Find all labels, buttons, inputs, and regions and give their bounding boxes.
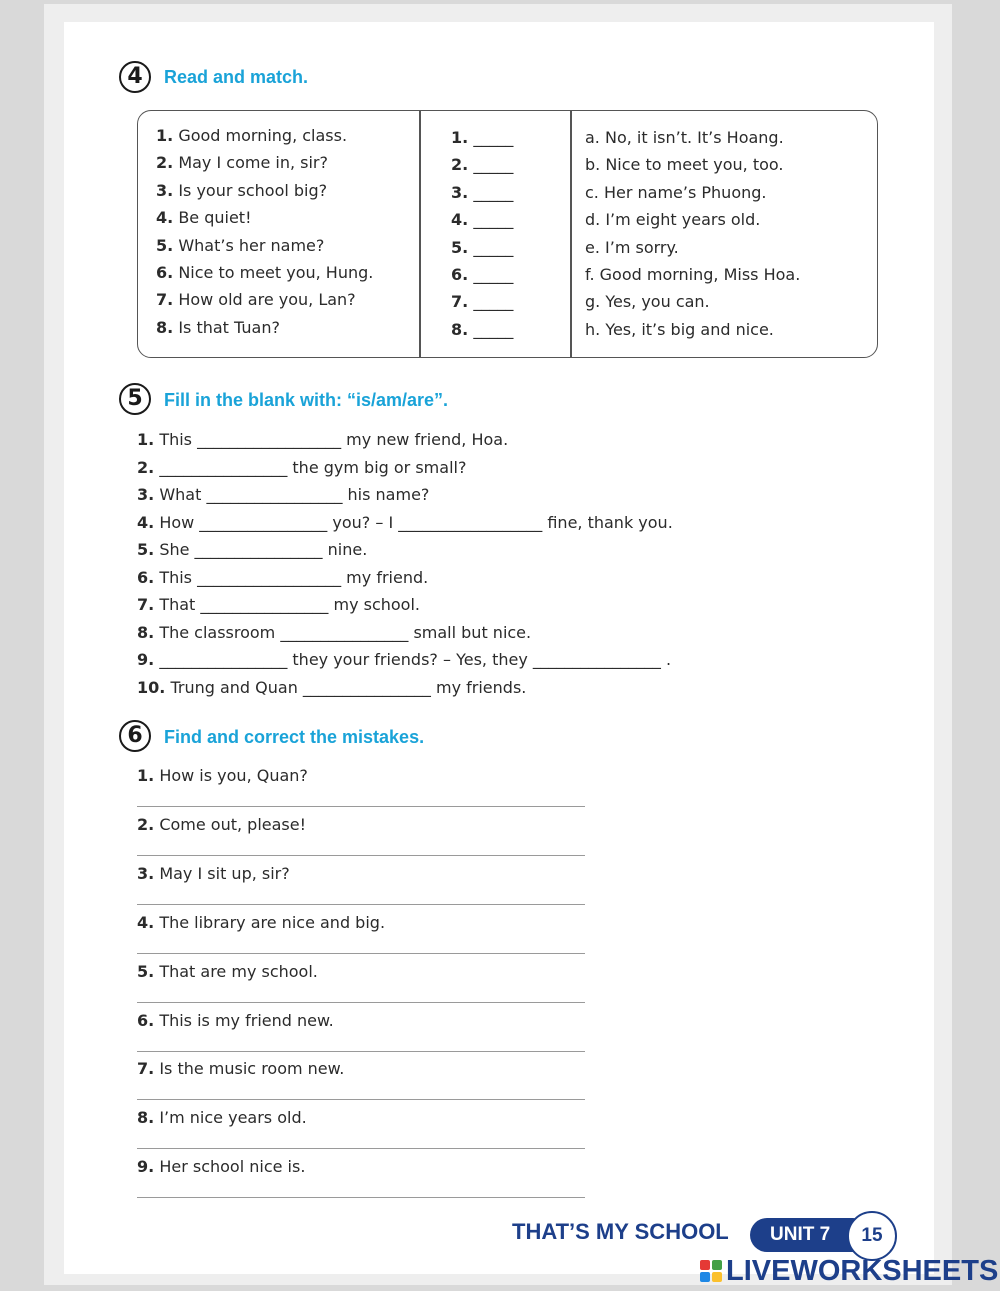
match-answer-slot-text[interactable]: _____ <box>473 128 514 147</box>
fill-in-item[interactable] <box>137 595 420 614</box>
match-question <box>156 290 356 309</box>
liveworksheets-logo-icon <box>700 1260 722 1282</box>
correction-item-text: Is the music room new. <box>159 1059 345 1079</box>
match-response-text: d. I’m eight years old. <box>585 210 761 230</box>
section-5-number: 5 <box>119 383 151 415</box>
correction-item <box>137 864 290 883</box>
match-response <box>585 265 800 284</box>
correction-item <box>137 815 306 834</box>
match-question-text: Nice to meet you, Hung. <box>178 263 374 282</box>
fill-in-item-number: 10. <box>137 677 166 697</box>
match-answer-slot-number: 1. <box>451 128 469 147</box>
match-question <box>156 236 324 255</box>
fill-in-item-number: 8. <box>137 622 155 642</box>
match-question <box>156 153 328 172</box>
match-question-text: Be quiet! <box>178 208 252 228</box>
correction-item-number: 7. <box>137 1059 155 1079</box>
match-response-text: g. Yes, you can. <box>585 292 710 312</box>
match-question-number: 2. <box>156 153 174 173</box>
match-answer-slot[interactable] <box>451 128 513 147</box>
correction-item-number: 9. <box>137 1157 155 1177</box>
logo-block-e <box>712 1272 722 1282</box>
match-response <box>585 320 774 339</box>
answer-line[interactable] <box>137 953 585 954</box>
match-question <box>156 208 252 227</box>
fill-in-item-number: 9. <box>137 650 155 669</box>
correction-item <box>137 962 318 981</box>
fill-in-item[interactable] <box>137 485 429 504</box>
match-answer-slot-text[interactable]: _____ <box>473 265 514 284</box>
correction-item <box>137 1011 334 1030</box>
match-answer-slot[interactable] <box>451 155 513 174</box>
answer-line[interactable] <box>137 855 585 856</box>
footer-unit-title: THAT’S MY SCHOOL <box>512 1219 729 1244</box>
match-answer-slot[interactable] <box>451 210 513 229</box>
fill-in-item-text[interactable]: This __________________ my new friend, Hoa. <box>159 430 509 449</box>
fill-in-item[interactable] <box>137 430 508 449</box>
answer-line[interactable] <box>137 1099 585 1100</box>
correction-item-number: 3. <box>137 863 155 883</box>
match-response-text: h. Yes, it’s big and nice. <box>585 319 774 339</box>
correction-item-number: 6. <box>137 1010 155 1030</box>
correction-item-text: May I sit up, sir? <box>159 863 290 883</box>
liveworksheets-logo[interactable] <box>700 1254 998 1288</box>
section-6-number: 6 <box>119 720 151 752</box>
match-answer-slot-number: 7. <box>451 292 469 312</box>
match-answer-slot-number: 2. <box>451 155 469 175</box>
fill-in-item-text[interactable]: This __________________ my friend. <box>159 567 429 587</box>
correction-item-text: How is you, Quan? <box>159 766 308 785</box>
match-answer-slot[interactable] <box>451 238 513 257</box>
correction-item-number: 5. <box>137 961 155 981</box>
match-question-number: 7. <box>156 290 174 310</box>
answer-line[interactable] <box>137 1197 585 1198</box>
match-question <box>156 181 327 200</box>
match-question <box>156 318 280 337</box>
correction-item <box>137 1059 344 1078</box>
match-answer-slot-text[interactable]: _____ <box>473 237 514 257</box>
correction-item-text: That are my school. <box>159 961 318 981</box>
match-question-number: 8. <box>156 317 174 337</box>
correction-item-text: Her school nice is. <box>159 1157 306 1177</box>
match-answer-slot-number: 3. <box>451 182 469 202</box>
fill-in-item[interactable] <box>137 650 671 669</box>
match-answer-slot-text[interactable]: _____ <box>473 155 514 175</box>
answer-line[interactable] <box>137 1051 585 1052</box>
correction-item-number: 8. <box>137 1108 155 1128</box>
fill-in-item[interactable] <box>137 513 673 532</box>
logo-block-i <box>712 1260 722 1270</box>
section-4-title: Read and match. <box>164 67 309 87</box>
match-question-number: 4. <box>156 208 174 228</box>
correction-item <box>137 1157 305 1176</box>
fill-in-item-number: 3. <box>137 485 155 504</box>
match-response <box>585 210 760 229</box>
match-question-text: Is your school big? <box>178 180 328 200</box>
fill-in-item-text[interactable]: ________________ they your friends? – Yes, they ________________ . <box>159 650 672 669</box>
section-6-title: Find and correct the mistakes. <box>164 727 425 747</box>
answer-line[interactable] <box>137 806 585 807</box>
answer-line[interactable] <box>137 1148 585 1149</box>
correction-item-number: 4. <box>137 912 155 932</box>
match-answer-slot-text[interactable]: _____ <box>473 182 514 202</box>
match-question <box>156 263 373 282</box>
match-answer-slot-text[interactable]: _____ <box>473 292 514 312</box>
fill-in-item-text[interactable]: The classroom ________________ small but nice. <box>159 622 532 642</box>
match-question-number: 6. <box>156 263 174 282</box>
match-answer-slot[interactable] <box>451 183 513 202</box>
fill-in-item[interactable] <box>137 458 466 477</box>
match-answer-slot-number: 5. <box>451 237 469 257</box>
match-question <box>156 126 347 145</box>
fill-in-item-number: 6. <box>137 567 155 587</box>
correction-item-text: This is my friend new. <box>159 1010 334 1030</box>
fill-in-item-text[interactable]: She ________________ nine. <box>159 540 368 559</box>
answer-line[interactable] <box>137 904 585 905</box>
match-question-text: How old are you, Lan? <box>178 290 356 310</box>
correction-item <box>137 766 308 785</box>
correction-item-number: 2. <box>137 814 155 834</box>
fill-in-item-text[interactable]: That ________________ my school. <box>159 595 420 614</box>
match-response-text: c. Her name’s Phuong. <box>585 182 767 202</box>
match-answer-slot-text[interactable]: _____ <box>473 319 514 339</box>
match-question-number: 5. <box>156 235 174 255</box>
fill-in-item-number: 1. <box>137 430 155 449</box>
match-question-number: 1. <box>156 126 174 145</box>
fill-in-item[interactable] <box>137 568 428 587</box>
section-4-number: 4 <box>119 61 151 93</box>
fill-in-item-number: 2. <box>137 457 155 477</box>
match-answer-slot[interactable] <box>451 292 513 311</box>
correction-item <box>137 913 385 932</box>
fill-in-item-number: 5. <box>137 540 155 559</box>
fill-in-item-number: 7. <box>137 595 155 614</box>
match-answer-slot-text[interactable]: _____ <box>473 210 514 230</box>
correction-item <box>137 1108 307 1127</box>
fill-in-item-text[interactable]: ________________ the gym big or small? <box>159 457 467 477</box>
match-response-text: f. Good morning, Miss Hoa. <box>585 265 801 284</box>
answer-line[interactable] <box>137 1002 585 1003</box>
match-question-number: 3. <box>156 180 174 200</box>
correction-item-number: 1. <box>137 766 155 785</box>
fill-in-item-number: 4. <box>137 512 155 532</box>
match-response-text: b. Nice to meet you, too. <box>585 155 784 175</box>
match-question-text: What’s her name? <box>178 235 325 255</box>
match-answer-slot[interactable] <box>451 265 513 284</box>
fill-in-item-text[interactable]: Trung and Quan ________________ my friends. <box>170 677 527 697</box>
match-question-text: May I come in, sir? <box>178 153 328 173</box>
match-response-text: e. I’m sorry. <box>585 237 679 257</box>
match-question-text: Is that Tuan? <box>178 317 280 337</box>
match-response <box>585 155 783 174</box>
logo-block-l <box>700 1260 710 1270</box>
match-response-text: a. No, it isn’t. It’s Hoang. <box>585 128 784 147</box>
correction-item-text: I’m nice years old. <box>159 1108 307 1128</box>
fill-in-item-text[interactable]: What _________________ his name? <box>159 485 430 504</box>
fill-in-item[interactable] <box>137 540 367 559</box>
match-divider-2 <box>570 111 572 357</box>
match-question-text: Good morning, class. <box>178 126 348 145</box>
fill-in-item[interactable] <box>137 678 526 697</box>
match-answer-slot[interactable] <box>451 320 513 339</box>
page-number: 15 <box>847 1211 897 1261</box>
match-response <box>585 292 710 311</box>
match-answer-slot-number: 4. <box>451 210 469 230</box>
match-response <box>585 238 679 257</box>
fill-in-item[interactable] <box>137 623 531 642</box>
liveworksheets-logo-text: LIVEWORKSHEETS <box>726 1254 999 1287</box>
section-5-title: Fill in the blank with: “is/am/are”. <box>164 390 449 410</box>
logo-block-v <box>700 1272 710 1282</box>
correction-item-text: Come out, please! <box>159 814 307 834</box>
match-divider-1 <box>419 111 421 357</box>
match-answer-slot-number: 6. <box>451 265 469 284</box>
match-answer-slot-number: 8. <box>451 319 469 339</box>
fill-in-item-text[interactable]: How ________________ you? – I __________________ fine, thank you. <box>159 512 673 532</box>
correction-item-text: The library are nice and big. <box>159 912 386 932</box>
unit-badge: UNIT 7 <box>750 1218 870 1252</box>
match-response <box>585 183 767 202</box>
match-response <box>585 128 784 147</box>
